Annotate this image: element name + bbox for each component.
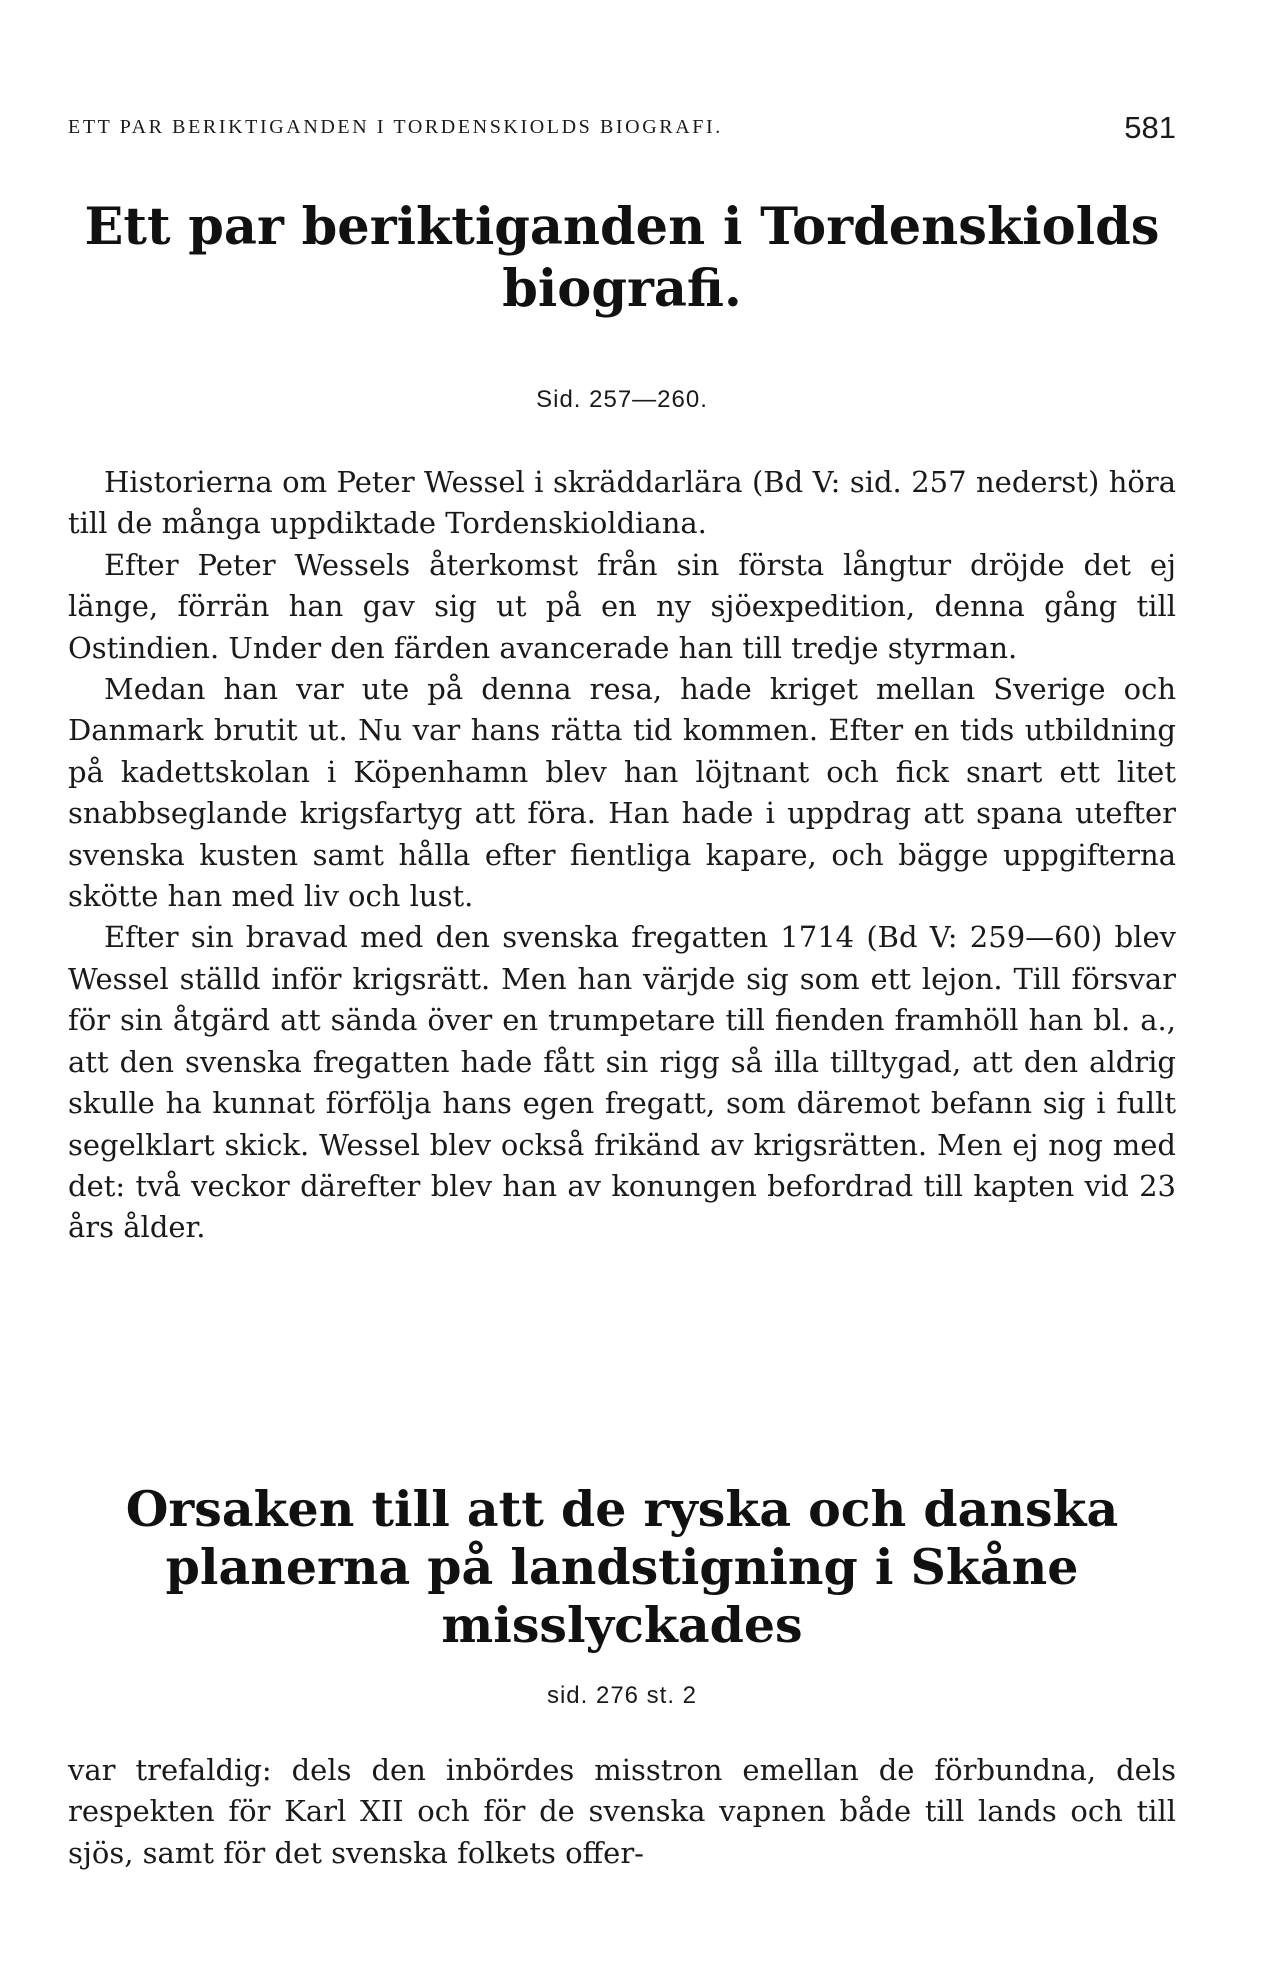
section-body — [68, 1750, 1176, 1874]
paragraph: var trefaldig: dels den inbördes misstron emellan de förbundna, dels respekten för Karl XII och för de svenska vapnen både till lands och till sjös, samt för det svenska folkets offer- — [68, 1753, 1176, 1870]
heading-line: Orsaken till att de ryska och danska — [125, 1480, 1119, 1538]
section-reference-wrapper — [68, 386, 1176, 414]
heading-line: Ett par beriktiganden i Tordenskiolds — [84, 197, 1160, 257]
section-heading — [68, 196, 1176, 320]
paragraph: Efter sin bravad med den svenska fregatten 1714 (Bd V: 259—60) blev Wessel ställd inför krigsrätt. Men han värjde sig som ett lejon. Till försvar för sin åtgärd att sända över en trumpetare till fienden framhöll han bl. a., att den svenska fregatten hade fått sin rigg så illa tilltygad, att den aldrig skulle ha kunnat förfölja hans egen fregatt, som däremot befann sig i fullt segelklart skick. Wessel blev också frikänd av krigsrätten. Men ej nog med det: två veckor därefter blev han av konungen befordrad till kapten vid 23 års ålder. — [68, 920, 1176, 1245]
page-number: 581 — [1124, 110, 1176, 145]
paragraph: Historierna om Peter Wessel i skräddarlära (Bd V: sid. 257 nederst) höra till de många uppdiktade Tordenskioldiana. — [68, 465, 1176, 541]
section-heading — [68, 1480, 1176, 1654]
page-reference: sid. 276 st. 2 — [546, 1682, 698, 1709]
section-reference-wrapper — [68, 1682, 1176, 1710]
section-body — [68, 462, 1176, 1249]
heading-line: planerna på landstigning i Skåne — [165, 1538, 1079, 1596]
running-head — [68, 110, 1176, 150]
heading-line: misslyckades — [441, 1596, 803, 1654]
section-tordenskiold-corrections — [68, 196, 1176, 320]
paragraph: Efter Peter Wessels återkomst från sin första långtur dröjde det ej länge, förrän han gav sig ut på en ny sjöexpedition, denna gång till Ostindien. Under den färden avancerade han till tredje styrman. — [68, 547, 1176, 665]
page-reference: Sid. 257—260. — [536, 386, 708, 413]
running-title: ETT PAR BERIKTIGANDEN I TORDENSKIOLDS BIOGRAFI. — [68, 116, 723, 138]
paragraph: Medan han var ute på denna resa, hade kriget mellan Sverige och Danmark brutit ut. Nu var hans rätta tid kommen. Efter en tids utbildning på kadettskolan i Köpenhamn blev han löjtnant och fick snart ett litet snabbseglande krigsfartyg att föra. Han hade i uppdrag att spana utefter svenska kusten samt hålla efter fientliga kapare, och bägge uppgifterna skötte han med liv och lust. — [68, 672, 1176, 914]
section-landing-plans — [68, 1480, 1176, 1654]
heading-line: biografi. — [502, 259, 742, 319]
